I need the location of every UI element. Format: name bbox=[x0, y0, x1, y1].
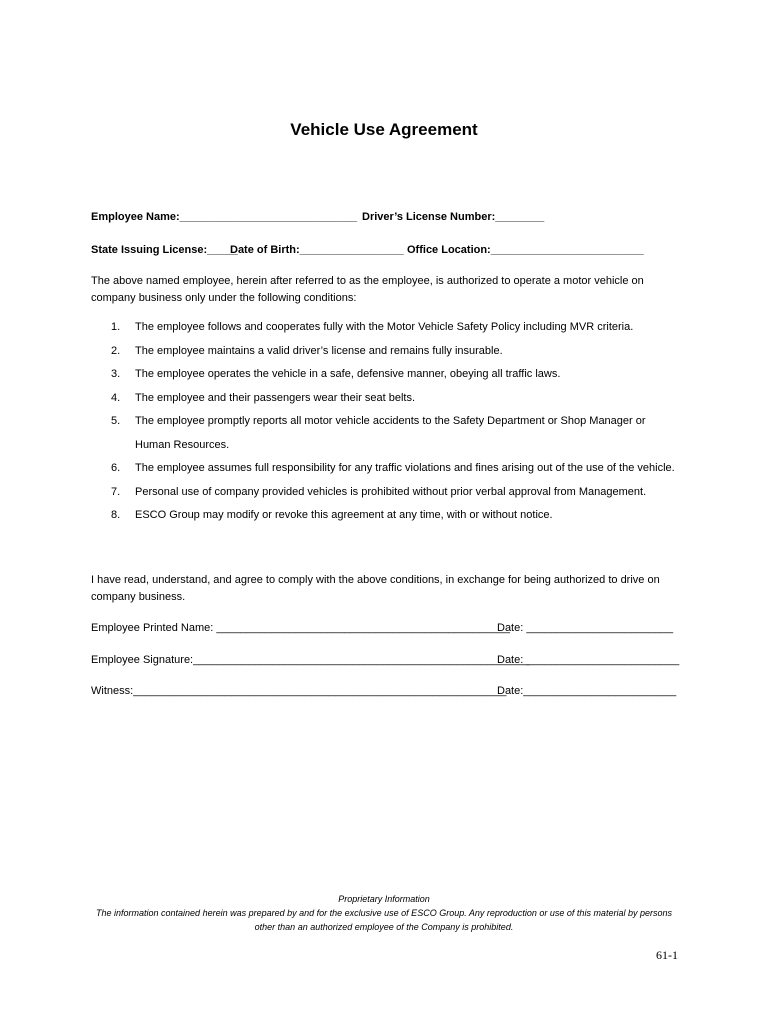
field-license-number: Driver’s License Number:________ bbox=[362, 211, 545, 223]
field-date-of-birth: Date of Birth:_________________ bbox=[230, 244, 404, 256]
list-item-number: 7. bbox=[111, 485, 121, 498]
list-item bbox=[91, 457, 683, 481]
list-item bbox=[91, 387, 683, 411]
footer-text: The information contained herein was prepared by and for the exclusive use of ESCO Group. Any reproduction or use of this material by persons other than an authorized employee of the Company is prohibited. bbox=[96, 908, 672, 932]
footer-notice bbox=[90, 892, 678, 934]
signature-employee: Employee Signature:_______________________________________________________ bbox=[91, 654, 530, 666]
list-item-text: The employee promptly reports all motor vehicle accidents to the Safety Department or Shop Manager or Human Resources. bbox=[135, 415, 646, 451]
list-item-text: The employee maintains a valid driver’s license and remains fully insurable. bbox=[135, 344, 503, 357]
list-item bbox=[91, 481, 683, 505]
intro-paragraph: The above named employee, herein after referred to as the employee, is authorized to operate a motor vehicle on company business only under the following conditions: bbox=[91, 275, 644, 304]
document-title: Vehicle Use Agreement bbox=[290, 120, 478, 139]
list-item-number: 3. bbox=[111, 368, 121, 380]
list-item-text: The employee and their passengers wear their seat belts. bbox=[135, 391, 416, 404]
conditions-list bbox=[91, 316, 683, 528]
list-item-text: Personal use of company provided vehicles is prohibited without prior verbal approval from Management. bbox=[135, 485, 647, 498]
signature-printed-name-date: Date: ________________________ bbox=[497, 622, 674, 634]
footer-heading: Proprietary Information bbox=[338, 894, 430, 904]
list-item-text: The employee follows and cooperates fully with the Motor Vehicle Safety Policy including MVR criteria. bbox=[135, 321, 634, 333]
list-item-text: ESCO Group may modify or revoke this agreement at any time, with or without notice. bbox=[135, 509, 553, 521]
list-item-number: 4. bbox=[111, 391, 121, 404]
list-item-number: 5. bbox=[111, 415, 121, 427]
signature-printed-name: Employee Printed Name: ________________________________________________ bbox=[91, 622, 510, 634]
page-number: 61-1 bbox=[656, 948, 678, 962]
list-item-number: 1. bbox=[111, 321, 121, 333]
signature-employee-date: Date: _________________________ bbox=[497, 654, 680, 666]
list-item bbox=[91, 410, 683, 457]
list-item bbox=[91, 316, 683, 340]
list-item-number: 6. bbox=[111, 462, 121, 474]
field-state-issuing: State Issuing License:_____ bbox=[91, 244, 238, 256]
acknowledgement-paragraph: I have read, understand, and agree to comply with the above conditions, in exchange for being authorized to drive on company business. bbox=[91, 574, 660, 603]
list-item-text: The employee operates the vehicle in a safe, defensive manner, obeying all traffic laws. bbox=[135, 368, 561, 380]
list-item bbox=[91, 363, 683, 387]
list-item-text: The employee assumes full responsibility for any traffic violations and fines arising out of the use of the vehicle. bbox=[135, 462, 675, 474]
list-item-number: 8. bbox=[111, 509, 121, 521]
list-item-number: 2. bbox=[111, 344, 121, 357]
list-item bbox=[91, 504, 683, 528]
list-item bbox=[91, 340, 683, 364]
field-employee-name: Employee Name:_____________________________ bbox=[91, 211, 358, 223]
field-office-location: Office Location:_________________________ bbox=[407, 244, 644, 256]
signature-witness-date: Date:_________________________ bbox=[497, 685, 677, 697]
signature-witness: Witness:_____________________________________________________________ bbox=[91, 685, 507, 697]
